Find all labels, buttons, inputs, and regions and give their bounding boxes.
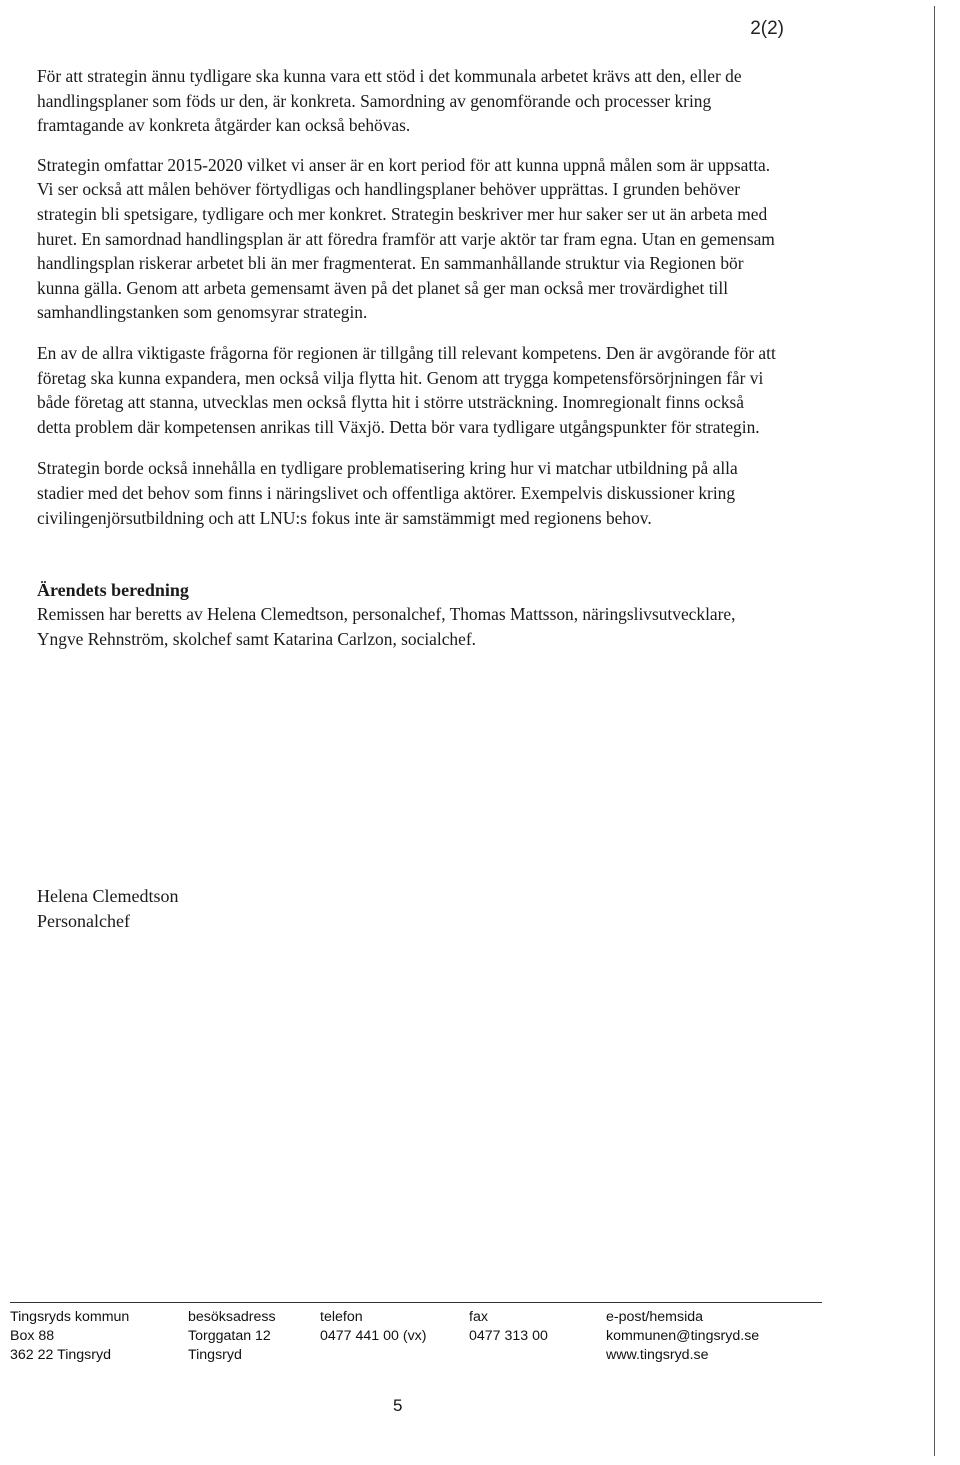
paragraph-4: Strategin borde också innehålla en tydligare problematisering kring hur vi matchar utbildning på alla stadier med det behov som finns i näringslivet och offentliga aktörer. Exempelvis diskussioner kring civilingenjörsutbildning och att LNU:s fokus inte är samstämmigt med regionens behov. [37,458,738,528]
footer-email-link[interactable]: kommunen@tingsryd.se [606,1328,760,1344]
footer-divider [10,1302,822,1303]
letter-body [37,64,777,651]
footer-visiting-city: Tingsryd [188,1347,242,1363]
signature-title: Personalchef [37,911,130,931]
footer-phone-number: 0477 441 00 (vx) [320,1328,427,1344]
footer-phone [320,1308,426,1346]
footer-org-name: Tingsryds kommun [10,1309,130,1325]
footer-org-box: Box 88 [10,1328,55,1344]
margin-rule [934,6,935,1456]
footer-visiting-label: besöksadress [188,1309,276,1325]
section-heading: Ärendets beredning [37,580,189,601]
section-text: Remissen har beretts av Helena Clemedtson, personalchef, Thomas Mattsson, näringslivsutvecklare, Yngve Rehnström, skolchef samt Katarina Carlzon, socialchef. [37,604,736,649]
paragraph-2: Strategin omfattar 2015-2020 vilket vi anser är en kort period för att kunna uppnå målen som är uppsatta. Vi ser också att målen behöver förtydligas och handlingsplaner behöver upprättas. I grunden behöver strategin bli spetsigare, tydligare och mer konkret. Strategin beskriver mer hur saker ser ut än arbeta med huret. En samordnad handlingsplan är att föredra framför att varje aktör tar fram egna. Utan en gemensam handlingsplan riskerar arbetet bli än mer fragmenterat. En sammanhållande struktur via Regionen bör kunna gälla. Genom att arbeta gemensamt även på det planet så ger man också mer trovärdighet till samhandlingstanken som genomsyrar strategin. [37,154,775,323]
paragraph-3: En av de allra viktigaste frågorna för regionen är tillgång till relevant kompetens. Den är avgörande för att företag ska kunna expandera, men också vilja flytta hit. Genom att trygga kompetensförsörjningen får vi både företag att stanna, utvecklas men också flytta hit i större utsträckning. Inomregionalt finns också detta problem där kompetensen anrikas till Växjö. Detta bör vara tydligare utgångspunkter för strategin. [37,342,776,437]
footer-organization [10,1308,129,1365]
page-number-footer: 5 [393,1396,403,1415]
footer-fax [469,1308,548,1346]
footer-phone-label: telefon [320,1309,363,1325]
signature-block [37,884,178,934]
footer-org-postal: 362 22 Tingsryd [10,1347,111,1363]
page-number-header: 2(2) [750,18,784,39]
footer-fax-number: 0477 313 00 [469,1328,548,1344]
footer-web [606,1308,759,1365]
footer-fax-label: fax [469,1309,488,1325]
footer-web-label: e-post/hemsida [606,1309,703,1325]
paragraph-1: För att strategin ännu tydligare ska kunna vara ett stöd i det kommunala arbetet krävs att den, eller de handlingsplaner som föds ur den, är konkreta. Samordning av genomförande och processer kring framtagande av konkreta åtgärder kan också behövas. [37,66,742,136]
footer-website-link[interactable]: www.tingsryd.se [606,1347,709,1363]
footer-visiting-street: Torggatan 12 [188,1328,271,1344]
footer-visiting-address [188,1308,276,1365]
signature-name: Helena Clemedtson [37,886,179,906]
